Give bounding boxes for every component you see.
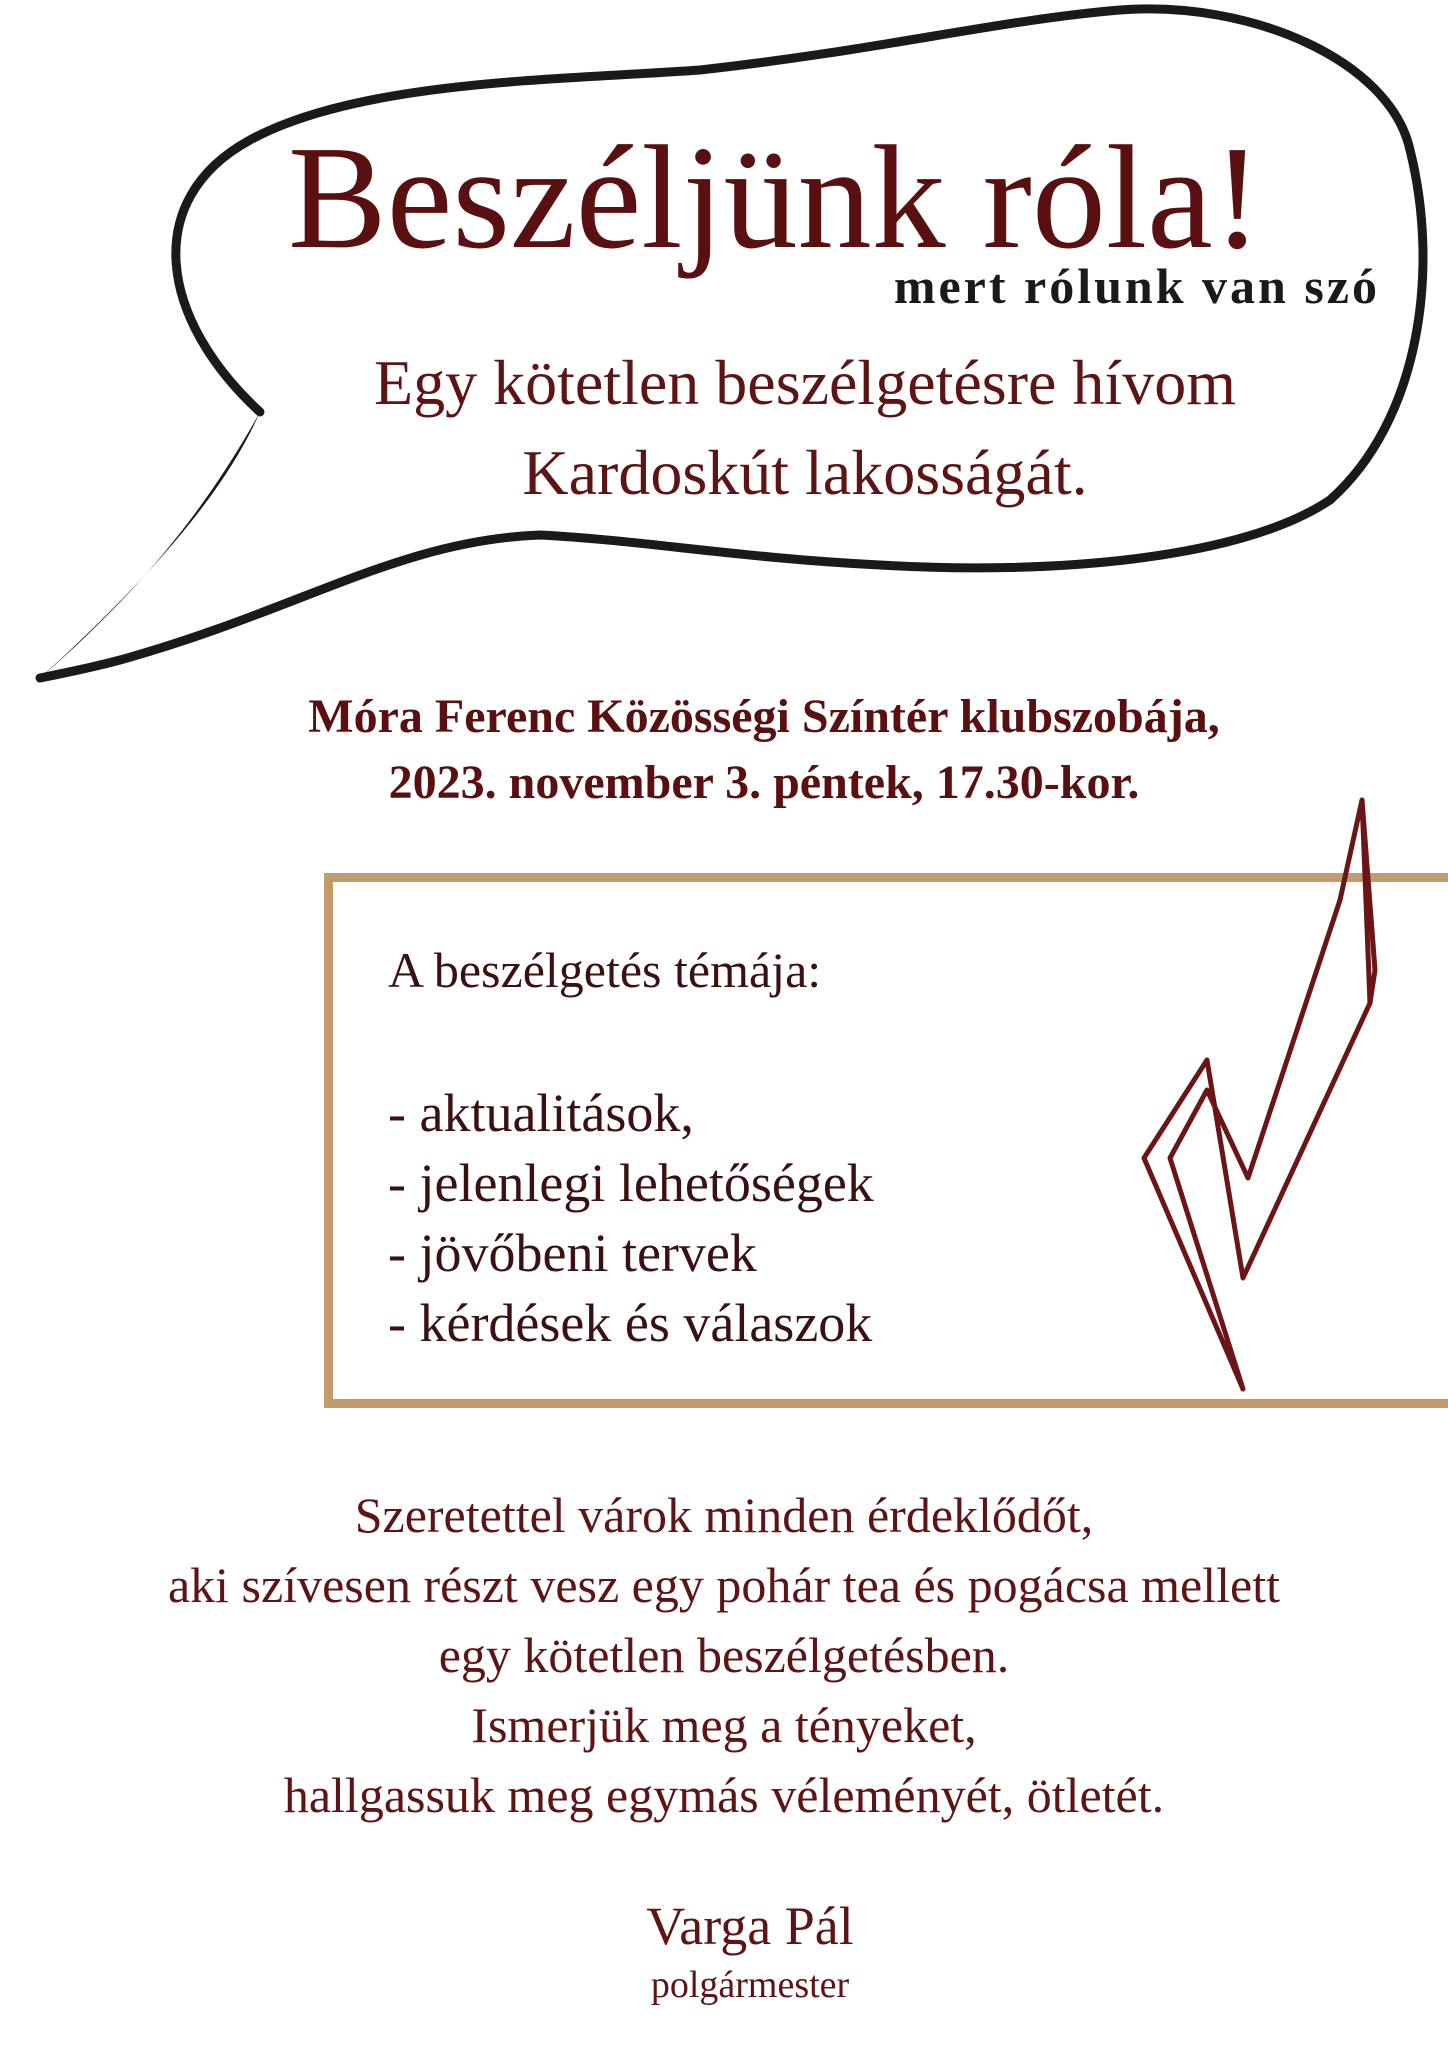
list-item: - jelenlegi lehetőségek xyxy=(388,1153,874,1213)
event-date: 2023. november 3. péntek, 17.30-kor. xyxy=(388,756,1140,809)
list-item: - kérdések és válaszok xyxy=(388,1293,873,1353)
closing-line: aki szívesen részt vesz egy pohár tea és pogácsa mellett xyxy=(167,1557,1281,1613)
closing-line: Szeretettel várok minden érdeklődőt, xyxy=(354,1487,1094,1543)
closing-line: hallgassuk meg egymás véleményét, ötletét. xyxy=(283,1767,1165,1823)
closing-line: Ismerjük meg a tényeket, xyxy=(471,1697,977,1753)
headline: Beszéljünk róla! xyxy=(288,116,1262,280)
topics-list xyxy=(388,1078,874,1358)
topics-heading: A beszélgetés témája: xyxy=(388,942,822,998)
signer-name: Varga Pál xyxy=(646,1896,854,1956)
closing-line: egy kötetlen beszélgetésben. xyxy=(438,1627,1010,1683)
signer-role: polgármester xyxy=(650,1964,850,2006)
invitation-text xyxy=(230,338,1380,518)
checkmark-icon xyxy=(1130,760,1400,1400)
closing-text xyxy=(0,1480,1448,1830)
event-venue: Móra Ferenc Közösségi Színtér klubszobája, xyxy=(308,690,1220,743)
invitation-line: Egy kötetlen beszélgetésre hívom xyxy=(374,347,1236,418)
invitation-line: Kardoskút lakosságát. xyxy=(522,437,1088,508)
list-item: - jövőbeni tervek xyxy=(388,1223,757,1283)
headline-subtitle: mert rólunk van szó xyxy=(893,258,1380,314)
list-item: - aktualitások, xyxy=(388,1083,694,1143)
